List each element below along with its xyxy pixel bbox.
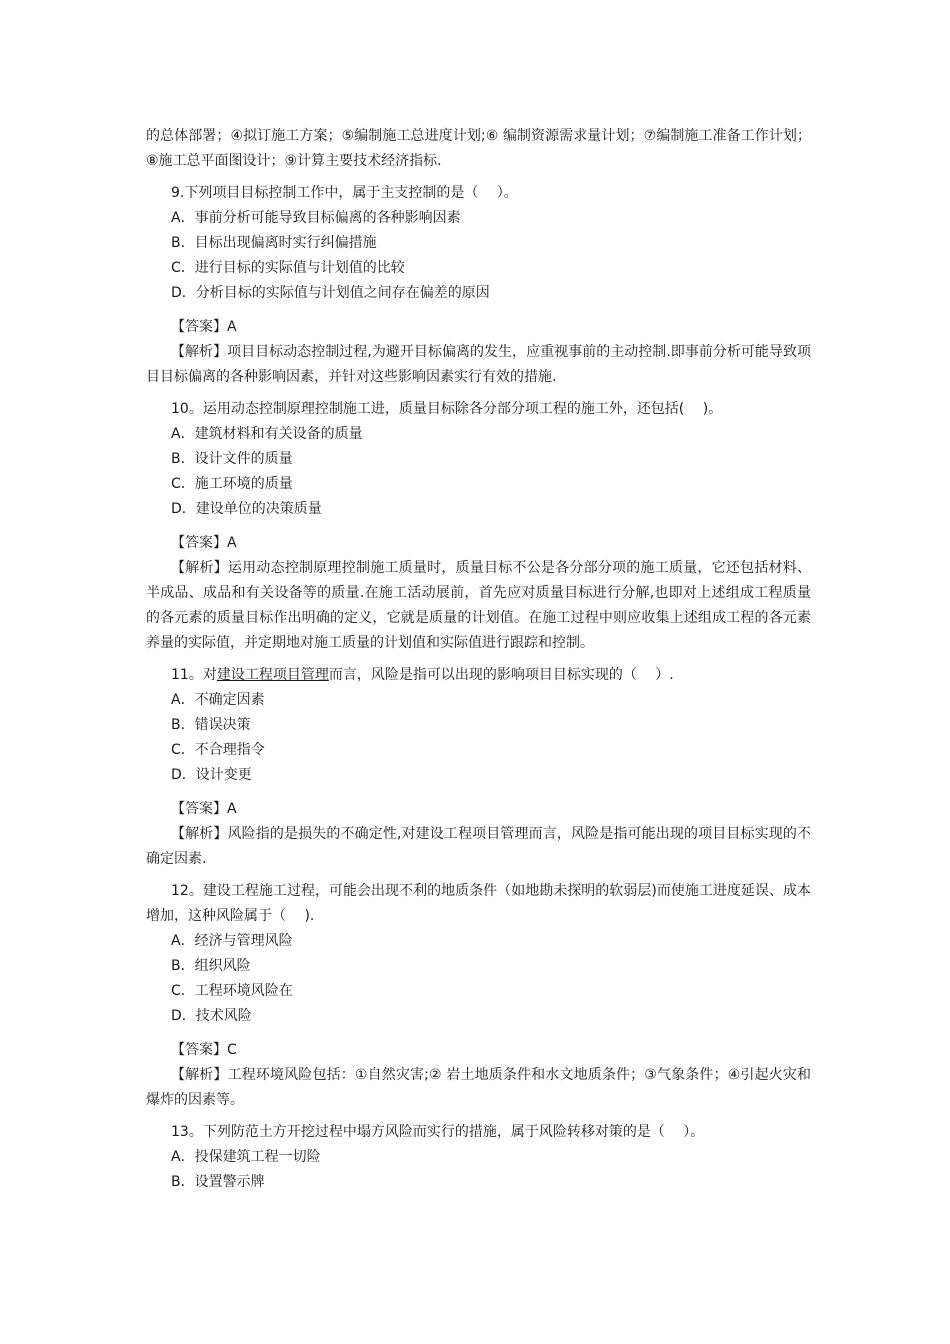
keyword-link[interactable]: 建设工程项目管理 [216,667,329,683]
analysis [146,340,811,390]
question-10 [146,397,811,656]
answer: 【答案】C [171,1042,237,1058]
option-d: D．分析目标的实际值与计划值之间存在偏差的原因 [171,285,490,301]
option-a: A．投保建筑工程一切险 [171,1149,321,1165]
analysis-label: 【解析】 [171,344,228,360]
analysis-text: 工程环境风险包括：①自然灾害;② 岩土地质条件和水文地质条件；③气象条件；④引起火灾和爆炸的因素等。 [146,1067,811,1108]
option-d: D．设计变更 [171,767,252,783]
option-d: D．建设单位的决策质量 [171,501,322,517]
analysis [146,1063,811,1113]
option-b: B．目标出现偏离时实行纠偏措施 [171,235,377,251]
option-c: C．进行目标的实际值与计划值的比较 [171,260,405,276]
option-c: C．施工环境的质量 [171,476,293,492]
option-a: A．不确定因素 [171,692,265,708]
option-b: B．错误决策 [171,717,251,733]
question-9 [146,181,811,390]
question-12 [146,879,811,1113]
analysis-text: 运用动态控制原理控制施工质量时，质量目标不公是各分部分项的施工质量，它还包括材料、半成品、成品和有关设备等的质量.在施工活动展前，首先应对质量目标进行分解,也即对上述组成工程质量的各元素的质量目标作出明确的定义，它就是质量的计划值。在施工过程中则应收集上述组成工程的各元素养量的实际值，并定期地对施工质量的计划值和实际值进行跟踪和控制。 [146,560,812,651]
intro-paragraph: 的总体部署；④拟订施工方案；⑤编制施工总进度计划;⑥ 编制资源需求量计划；⑦编制施工准备工作计划；⑧施工总平面图设计；⑨计算主要技术经济指标. [146,128,811,169]
question-13 [146,1120,811,1195]
analysis [146,556,811,656]
question-title-prefix: 11。对 [171,667,217,683]
option-a: A．经济与管理风险 [171,933,293,949]
analysis-text: 项目目标动态控制过程,为避开目标偏离的发生，应重视事前的主动控制.即事前分析可能导致项目目标偏离的各种影响因素，并针对这些影响因素实行有效的措施. [146,344,812,385]
option-a: A．事前分析可能导致目标偏离的各种影响因素 [171,210,461,226]
question-11 [146,663,811,872]
question-title [146,879,811,929]
answer: 【答案】A [171,319,237,335]
analysis [146,822,811,872]
analysis-text: 风险指的是损失的不确定性,对建设工程项目管理而言，风险是指可能出现的项目目标实现的不确定因素. [146,826,812,867]
document-page [146,124,811,1195]
option-b: B．组织风险 [171,958,251,974]
analysis-label: 【解析】 [171,560,228,576]
answer: 【答案】A [171,801,237,817]
option-c: C．不合理指令 [171,742,265,758]
option-c: C．工程环境风险在 [171,983,293,999]
question-title-suffix: 而言，风险是指可以出现的影响项目目标实现的（ ）. [328,667,674,683]
option-a: A．建筑材料和有关设备的质量 [171,426,363,442]
analysis-label: 【解析】 [171,826,228,842]
option-b: B．设置警示牌 [171,1174,265,1190]
answer: 【答案】A [171,535,237,551]
question-title: 9.下列项目目标控制工作中，属于主支控制的是（ ）。 [171,185,518,201]
question-title-text: 12。建设工程施工过程，可能会出现不利的地质条件（如地勘未探明的软弱层)而使施工进度延误、成本增加，这种风险属于（ ). [146,883,811,924]
question-title: 13。下列防范土方开挖过程中塌方风险而实行的措施，属于风险转移对策的是（ ）。 [171,1124,705,1140]
question-title [146,663,811,688]
question-title: 10。运用动态控制原理控制施工进，质量目标除各分部分项工程的施工外，还包括( )。 [171,401,723,417]
option-b: B．设计文件的质量 [171,451,293,467]
option-d: D．技术风险 [171,1008,252,1024]
analysis-label: 【解析】 [171,1067,228,1083]
